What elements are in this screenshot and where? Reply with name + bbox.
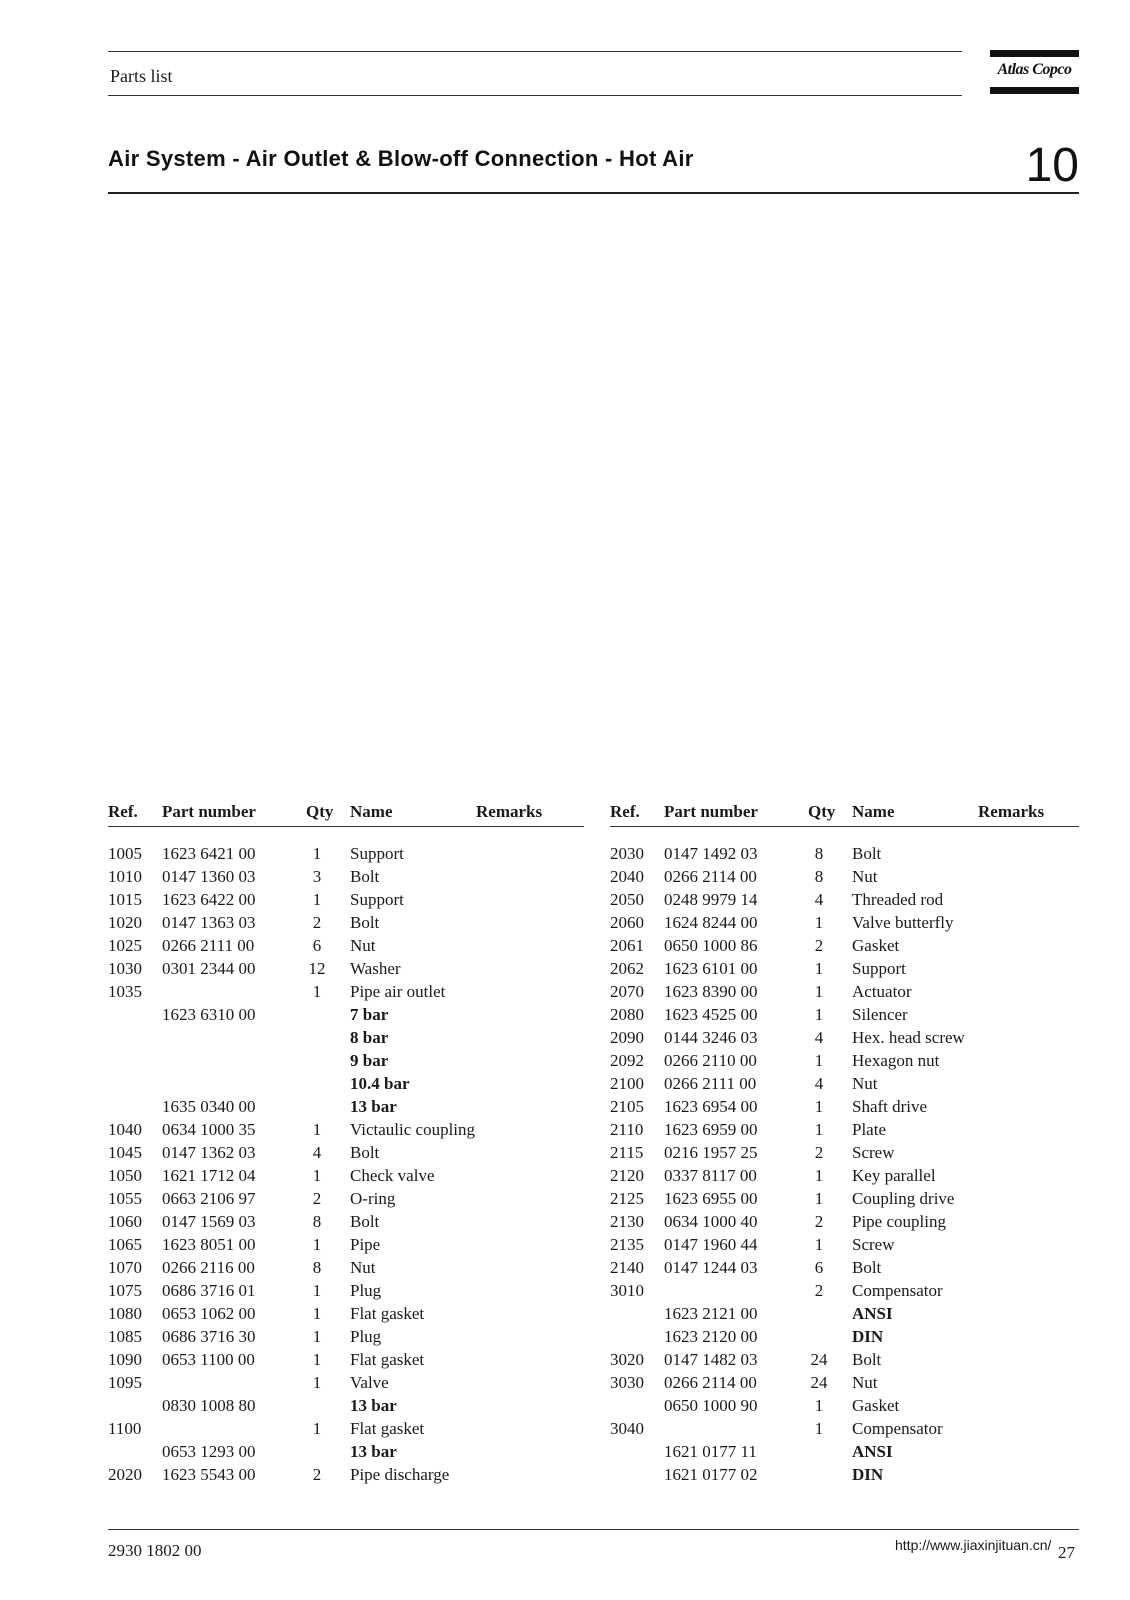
cell-part-number: 0650 1000 86 [664, 936, 758, 955]
cell-ref: 1055 [108, 1189, 142, 1208]
cell-qty: 1 [312, 982, 322, 1001]
cell-part-number: 0686 3716 30 [162, 1327, 256, 1346]
cell-qty: 1 [814, 1166, 824, 1185]
cell-ref: 2115 [610, 1143, 644, 1162]
cell-ref: 2050 [610, 890, 644, 909]
cell-name: Pipe [350, 1235, 381, 1254]
header-remarks: Remarks [476, 802, 543, 821]
cell-qty: 2 [312, 1465, 322, 1484]
cell-part-number: 0266 2114 00 [664, 1373, 757, 1392]
cell-name: Hexagon nut [852, 1051, 940, 1070]
cell-ref: 2020 [108, 1465, 142, 1484]
cell-name: Check valve [350, 1166, 435, 1185]
cell-qty: 8 [312, 1212, 322, 1231]
header-qty: Qty [306, 802, 334, 821]
cell-name: 7 bar [350, 1005, 389, 1024]
table-row [108, 1026, 584, 1049]
cell-ref: 1070 [108, 1258, 142, 1277]
cell-qty: 1 [312, 1373, 322, 1392]
logo-bar-top [990, 50, 1079, 57]
cell-part-number: 1623 6959 00 [664, 1120, 758, 1139]
cell-ref: 2120 [610, 1166, 644, 1185]
cell-part-number: 0653 1100 00 [162, 1350, 255, 1369]
table-row [610, 888, 1079, 911]
cell-part-number: 0337 8117 00 [664, 1166, 757, 1185]
table-row [108, 1164, 584, 1187]
cell-ref: 2061 [610, 936, 644, 955]
table-row [610, 1302, 1079, 1325]
cell-name: Bolt [852, 844, 882, 863]
cell-ref: 2090 [610, 1028, 644, 1047]
table-row [610, 1187, 1079, 1210]
cell-name: Bolt [852, 1350, 882, 1369]
header-qty: Qty [808, 802, 836, 821]
cell-part-number: 0147 1492 03 [664, 844, 758, 863]
header-bottom-rule [108, 95, 962, 96]
cell-name: Plug [350, 1327, 382, 1346]
cell-name: DIN [852, 1465, 884, 1484]
section-label: Parts list [110, 66, 173, 86]
cell-qty: 1 [312, 890, 322, 909]
chapter-number: 10 [1025, 139, 1079, 192]
cell-name: Victaulic coupling [350, 1120, 476, 1139]
cell-part-number: 1623 6422 00 [162, 890, 256, 909]
table-row [610, 1348, 1079, 1371]
cell-name: Hex. head screw [852, 1028, 965, 1047]
cell-ref: 2140 [610, 1258, 644, 1277]
table-row [108, 934, 584, 957]
cell-part-number: 0301 2344 00 [162, 959, 256, 978]
cell-part-number: 0147 1360 03 [162, 867, 256, 886]
header-top-rule [108, 51, 962, 52]
cell-part-number: 1623 6310 00 [162, 1005, 256, 1024]
table-row [108, 1095, 584, 1118]
cell-ref: 2135 [610, 1235, 644, 1254]
cell-qty: 2 [814, 936, 824, 955]
cell-qty: 1 [814, 1097, 824, 1116]
cell-ref: 1035 [108, 982, 142, 1001]
cell-part-number: 1623 6955 00 [664, 1189, 758, 1208]
table-row [108, 1256, 584, 1279]
table-row [610, 1233, 1079, 1256]
cell-name: Nut [852, 867, 878, 886]
cell-part-number: 0686 3716 01 [162, 1281, 256, 1300]
cell-part-number: 1623 6101 00 [664, 959, 758, 978]
table-row [108, 1072, 584, 1095]
cell-ref: 1060 [108, 1212, 142, 1231]
cell-name: Gasket [852, 936, 900, 955]
table-row [610, 1003, 1079, 1026]
cell-ref: 2060 [610, 913, 644, 932]
cell-name: 9 bar [350, 1051, 389, 1070]
cell-name: Pipe coupling [852, 1212, 946, 1231]
cell-part-number: 0216 1957 25 [664, 1143, 758, 1162]
table-row [108, 1394, 584, 1417]
table-row [610, 1440, 1079, 1463]
cell-part-number: 1621 0177 11 [664, 1442, 757, 1461]
cell-qty: 24 [810, 1350, 828, 1369]
footer-url: http://www.jiaxinjituan.cn/ [895, 1537, 1052, 1553]
cell-qty: 1 [814, 1419, 824, 1438]
cell-ref: 2110 [610, 1120, 644, 1139]
cell-part-number: 0147 1363 03 [162, 913, 256, 932]
table-row [108, 1417, 584, 1440]
cell-qty: 8 [814, 844, 824, 863]
cell-name: Nut [350, 936, 376, 955]
table-header [610, 802, 1079, 827]
cell-qty: 2 [814, 1212, 824, 1231]
cell-ref: 1005 [108, 844, 142, 863]
cell-name: Bolt [350, 913, 380, 932]
cell-qty: 1 [814, 1051, 824, 1070]
cell-qty: 1 [312, 1304, 322, 1323]
header-part-number: Part number [664, 802, 758, 821]
table-row [610, 1072, 1079, 1095]
cell-name: Washer [350, 959, 401, 978]
cell-ref: 2040 [610, 867, 644, 886]
table-row [610, 1141, 1079, 1164]
cell-name: Support [350, 890, 404, 909]
cell-part-number: 0663 2106 97 [162, 1189, 256, 1208]
header-name: Name [852, 802, 895, 821]
header-remarks: Remarks [978, 802, 1045, 821]
cell-qty: 1 [312, 1235, 322, 1254]
cell-qty: 1 [814, 982, 824, 1001]
page-number: 27 [1058, 1543, 1075, 1562]
cell-ref: 1030 [108, 959, 142, 978]
cell-name: Bolt [350, 1143, 380, 1162]
cell-ref: 1010 [108, 867, 142, 886]
table-row [108, 911, 584, 934]
cell-ref: 2070 [610, 982, 644, 1001]
cell-part-number: 0147 1569 03 [162, 1212, 256, 1231]
cell-name: Bolt [852, 1258, 882, 1277]
cell-name: Gasket [852, 1396, 900, 1415]
cell-part-number: 1621 0177 02 [664, 1465, 758, 1484]
table-row [108, 1440, 584, 1463]
table-row [108, 1118, 584, 1141]
table-row [610, 1095, 1079, 1118]
cell-ref: 2092 [610, 1051, 644, 1070]
cell-part-number: 0147 1960 44 [664, 1235, 758, 1254]
cell-qty: 2 [814, 1281, 824, 1300]
cell-part-number: 1623 5543 00 [162, 1465, 256, 1484]
cell-ref: 1095 [108, 1373, 142, 1392]
cell-name: O-ring [350, 1189, 396, 1208]
cell-qty: 1 [814, 913, 824, 932]
cell-ref: 2130 [610, 1212, 644, 1231]
table-row [610, 1164, 1079, 1187]
table-row [610, 980, 1079, 1003]
table-row [610, 1463, 1079, 1486]
cell-ref: 1040 [108, 1120, 142, 1139]
cell-name: Nut [852, 1373, 878, 1392]
cell-part-number: 1623 6421 00 [162, 844, 256, 863]
cell-ref: 1020 [108, 913, 142, 932]
cell-name: Flat gasket [350, 1350, 425, 1369]
atlas-copco-logo [990, 50, 1079, 94]
table-row [610, 1394, 1079, 1417]
cell-qty: 2 [312, 913, 322, 932]
cell-qty: 1 [814, 1396, 824, 1415]
cell-name: 13 bar [350, 1097, 397, 1116]
cell-part-number: 0653 1293 00 [162, 1442, 256, 1461]
cell-qty: 12 [308, 959, 326, 978]
table-row [108, 1233, 584, 1256]
cell-name: Silencer [852, 1005, 908, 1024]
header-ref: Ref. [610, 802, 640, 821]
cell-name: Coupling drive [852, 1189, 955, 1208]
cell-name: Actuator [852, 982, 912, 1001]
cell-name: 13 bar [350, 1396, 397, 1415]
cell-name: Pipe air outlet [350, 982, 446, 1001]
cell-part-number: 1623 4525 00 [664, 1005, 758, 1024]
cell-part-number: 1623 2121 00 [664, 1304, 758, 1323]
cell-ref: 1080 [108, 1304, 142, 1323]
cell-part-number: 0147 1362 03 [162, 1143, 256, 1162]
table-row [108, 1463, 584, 1486]
cell-part-number: 0266 2114 00 [664, 867, 757, 886]
document-number: 2930 1802 00 [108, 1541, 202, 1560]
cell-name: ANSI [852, 1304, 893, 1323]
cell-ref: 1045 [108, 1143, 142, 1162]
cell-qty: 1 [814, 1120, 824, 1139]
table-row [610, 865, 1079, 888]
cell-qty: 1 [312, 1350, 322, 1369]
cell-name: DIN [852, 1327, 884, 1346]
cell-name: Flat gasket [350, 1304, 425, 1323]
cell-ref: 1090 [108, 1350, 142, 1369]
cell-name: 13 bar [350, 1442, 397, 1461]
parts-table-right [610, 802, 1079, 1486]
cell-qty: 3 [312, 867, 322, 886]
table-row [610, 1049, 1079, 1072]
cell-name: ANSI [852, 1442, 893, 1461]
table-row [108, 1049, 584, 1072]
cell-qty: 4 [312, 1143, 322, 1162]
cell-qty: 6 [312, 936, 322, 955]
cell-name: Screw [852, 1235, 895, 1254]
logo-bar-bottom [990, 87, 1079, 94]
cell-part-number: 1635 0340 00 [162, 1097, 256, 1116]
cell-ref: 1015 [108, 890, 142, 909]
table-body-right [610, 827, 1079, 1486]
cell-name: Screw [852, 1143, 895, 1162]
table-row [610, 1325, 1079, 1348]
cell-name: Nut [852, 1074, 878, 1093]
table-row [108, 842, 584, 865]
cell-qty: 4 [814, 1028, 824, 1047]
cell-qty: 6 [814, 1258, 824, 1277]
table-row [610, 1256, 1079, 1279]
cell-part-number: 1623 6954 00 [664, 1097, 758, 1116]
cell-part-number: 0634 1000 40 [664, 1212, 758, 1231]
cell-part-number: 1623 8051 00 [162, 1235, 256, 1254]
cell-ref: 1050 [108, 1166, 142, 1185]
cell-name: Plug [350, 1281, 382, 1300]
cell-ref: 2125 [610, 1189, 644, 1208]
table-row [108, 1210, 584, 1233]
table-row [610, 1371, 1079, 1394]
cell-part-number: 0266 2110 00 [664, 1051, 757, 1070]
table-header [108, 802, 584, 827]
cell-part-number: 1624 8244 00 [664, 913, 758, 932]
cell-qty: 1 [312, 1327, 322, 1346]
cell-part-number: 0266 2111 00 [162, 936, 255, 955]
table-row [108, 1302, 584, 1325]
table-row [108, 1141, 584, 1164]
cell-qty: 1 [312, 1419, 322, 1438]
cell-name: Pipe discharge [350, 1465, 450, 1484]
cell-part-number: 0147 1482 03 [664, 1350, 758, 1369]
cell-ref: 2080 [610, 1005, 644, 1024]
cell-name: Valve butterfly [852, 913, 954, 932]
cell-part-number: 0266 2111 00 [664, 1074, 757, 1093]
table-row [610, 842, 1079, 865]
cell-qty: 4 [814, 1074, 824, 1093]
cell-qty: 1 [814, 1189, 824, 1208]
cell-qty: 8 [814, 867, 824, 886]
table-row [610, 1118, 1079, 1141]
table-row [108, 865, 584, 888]
cell-part-number: 1623 8390 00 [664, 982, 758, 1001]
table-row [610, 1417, 1079, 1440]
cell-name: Flat gasket [350, 1419, 425, 1438]
cell-name: Support [350, 844, 404, 863]
table-row [108, 957, 584, 980]
table-row [610, 1026, 1079, 1049]
cell-part-number: 0650 1000 90 [664, 1396, 758, 1415]
cell-qty: 1 [312, 1166, 322, 1185]
table-row [108, 1348, 584, 1371]
cell-part-number: 0830 1008 80 [162, 1396, 256, 1415]
table-row [610, 1210, 1079, 1233]
cell-name: Threaded rod [852, 890, 944, 909]
table-row [108, 1279, 584, 1302]
cell-part-number: 0634 1000 35 [162, 1120, 256, 1139]
cell-ref: 3020 [610, 1350, 644, 1369]
cell-name: 10.4 bar [350, 1074, 410, 1093]
cell-ref: 2100 [610, 1074, 644, 1093]
cell-qty: 8 [312, 1258, 322, 1277]
header-part-number: Part number [162, 802, 256, 821]
cell-qty: 2 [312, 1189, 322, 1208]
cell-qty: 1 [312, 1281, 322, 1300]
cell-ref: 3040 [610, 1419, 644, 1438]
cell-qty: 2 [814, 1143, 824, 1162]
table-row [610, 934, 1079, 957]
header-ref: Ref. [108, 802, 138, 821]
cell-name: Shaft drive [852, 1097, 928, 1116]
table-row [108, 888, 584, 911]
header-name: Name [350, 802, 393, 821]
cell-part-number: 1623 2120 00 [664, 1327, 758, 1346]
table-row [610, 957, 1079, 980]
cell-ref: 1075 [108, 1281, 142, 1300]
cell-part-number: 0144 3246 03 [664, 1028, 758, 1047]
cell-qty: 1 [312, 1120, 322, 1139]
parts-table-left [108, 802, 584, 1486]
table-row [108, 980, 584, 1003]
title-rule [108, 192, 1079, 194]
cell-name: Bolt [350, 867, 380, 886]
page-title: Air System - Air Outlet & Blow-off Connection - Hot Air [108, 146, 694, 171]
table-row [108, 1003, 584, 1026]
cell-ref: 1025 [108, 936, 142, 955]
cell-qty: 1 [814, 1235, 824, 1254]
footer-rule [108, 1529, 1079, 1530]
cell-part-number: 0248 9979 14 [664, 890, 758, 909]
cell-qty: 24 [810, 1373, 828, 1392]
cell-name: Compensator [852, 1281, 943, 1300]
cell-name: Key parallel [852, 1166, 936, 1185]
table-row [108, 1371, 584, 1394]
table-row [610, 1279, 1079, 1302]
cell-ref: 1100 [108, 1419, 142, 1438]
cell-ref: 3010 [610, 1281, 644, 1300]
cell-part-number: 0266 2116 00 [162, 1258, 255, 1277]
cell-name: 8 bar [350, 1028, 389, 1047]
cell-part-number: 0653 1062 00 [162, 1304, 256, 1323]
cell-qty: 1 [312, 844, 322, 863]
cell-ref: 1085 [108, 1327, 142, 1346]
cell-ref: 2030 [610, 844, 644, 863]
cell-name: Plate [852, 1120, 886, 1139]
cell-qty: 1 [814, 1005, 824, 1024]
cell-ref: 2105 [610, 1097, 644, 1116]
logo-wordmark: Atlas Copco [997, 61, 1072, 78]
table-row [108, 1187, 584, 1210]
cell-name: Valve [350, 1373, 389, 1392]
cell-ref: 3030 [610, 1373, 644, 1392]
cell-name: Bolt [350, 1212, 380, 1231]
cell-name: Support [852, 959, 906, 978]
table-row [108, 1325, 584, 1348]
cell-part-number: 0147 1244 03 [664, 1258, 758, 1277]
table-row [610, 911, 1079, 934]
cell-ref: 2062 [610, 959, 644, 978]
cell-qty: 1 [814, 959, 824, 978]
table-body-left [108, 827, 584, 1486]
cell-name: Compensator [852, 1419, 943, 1438]
cell-part-number: 1621 1712 04 [162, 1166, 256, 1185]
cell-qty: 4 [814, 890, 824, 909]
cell-ref: 1065 [108, 1235, 142, 1254]
cell-name: Nut [350, 1258, 376, 1277]
